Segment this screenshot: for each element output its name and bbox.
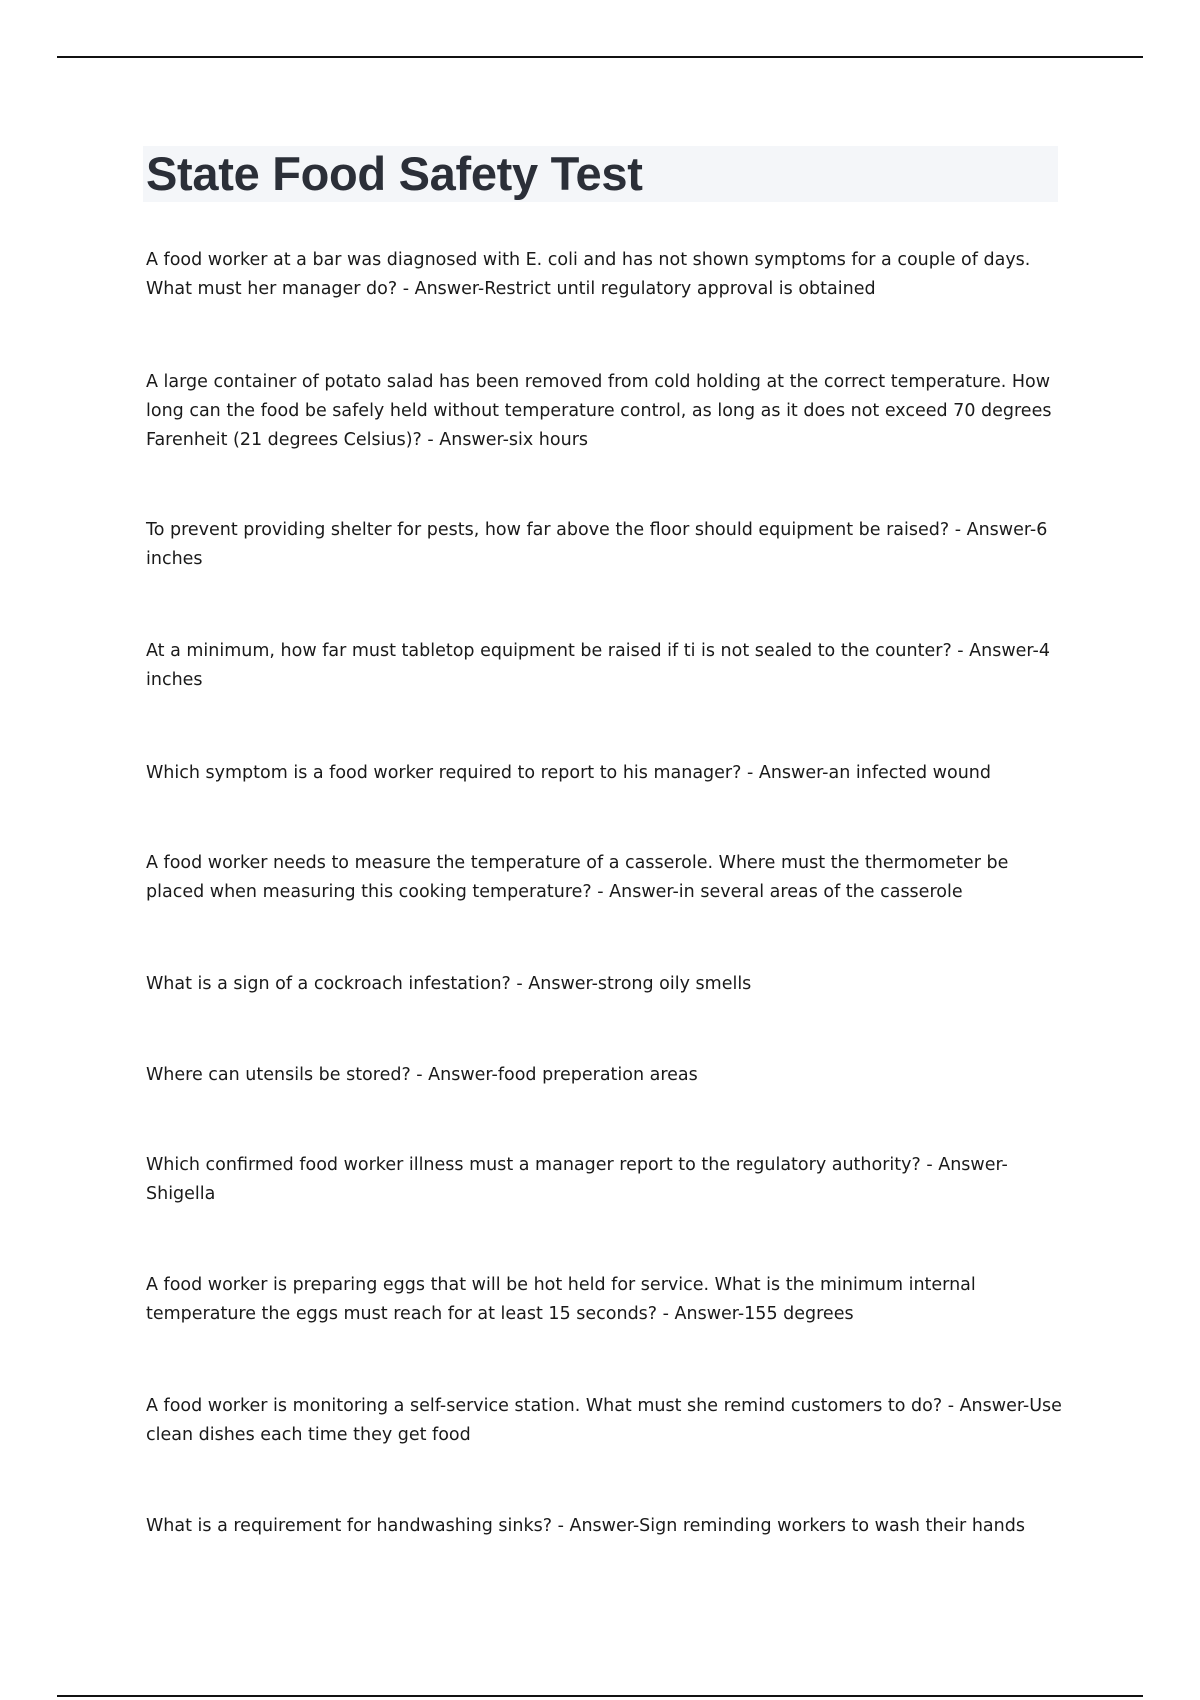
qa-item-2: A large container of potato salad has been removed from cold holding at the correct temperature. How long can the food be safely held without temperature control, as long as it does not exceed 70 degrees Farenheit (21 degrees Celsius)? - Answer-six hours: [146, 372, 1052, 450]
qa-item-12: What is a requirement for handwashing sinks? - Answer-Sign reminding workers to wash their hands: [146, 1516, 1025, 1536]
page-title: State Food Safety Test: [146, 147, 643, 200]
qa-item-10: A food worker is preparing eggs that will be hot held for service. What is the minimum internal temperature the eggs must reach for at least 15 seconds? - Answer-155 degrees: [146, 1275, 976, 1324]
qa-item-3: To prevent providing shelter for pests, how far above the floor should equipment be raised? - Answer-6 inches: [146, 520, 1048, 569]
qa-item-11: A food worker is monitoring a self-service station. What must she remind customers to do? - Answer-Use clean dishes each time they get food: [146, 1396, 1062, 1445]
qa-item-1: A food worker at a bar was diagnosed with E. coli and has not shown symptoms for a couple of days. What must her manager do? - Answer-Restrict until regulatory approval is obtained: [146, 250, 1031, 299]
qa-item-9: Which confirmed food worker illness must a manager report to the regulatory authority? - Answer-Shigella: [146, 1155, 1008, 1204]
qa-item-8: Where can utensils be stored? - Answer-food preperation areas: [146, 1065, 698, 1085]
bottom-rule: [57, 1695, 1143, 1697]
top-rule: [57, 56, 1143, 58]
qa-item-7: What is a sign of a cockroach infestation? - Answer-strong oily smells: [146, 974, 752, 994]
qa-item-6: A food worker needs to measure the temperature of a casserole. Where must the thermometer be placed when measuring this cooking temperature? - Answer-in several areas of the casserole: [146, 853, 1009, 902]
qa-item-5: Which symptom is a food worker required to report to his manager? - Answer-an infected wound: [146, 763, 991, 783]
qa-item-4: At a minimum, how far must tabletop equipment be raised if ti is not sealed to the counter? - Answer-4 inches: [146, 641, 1050, 690]
